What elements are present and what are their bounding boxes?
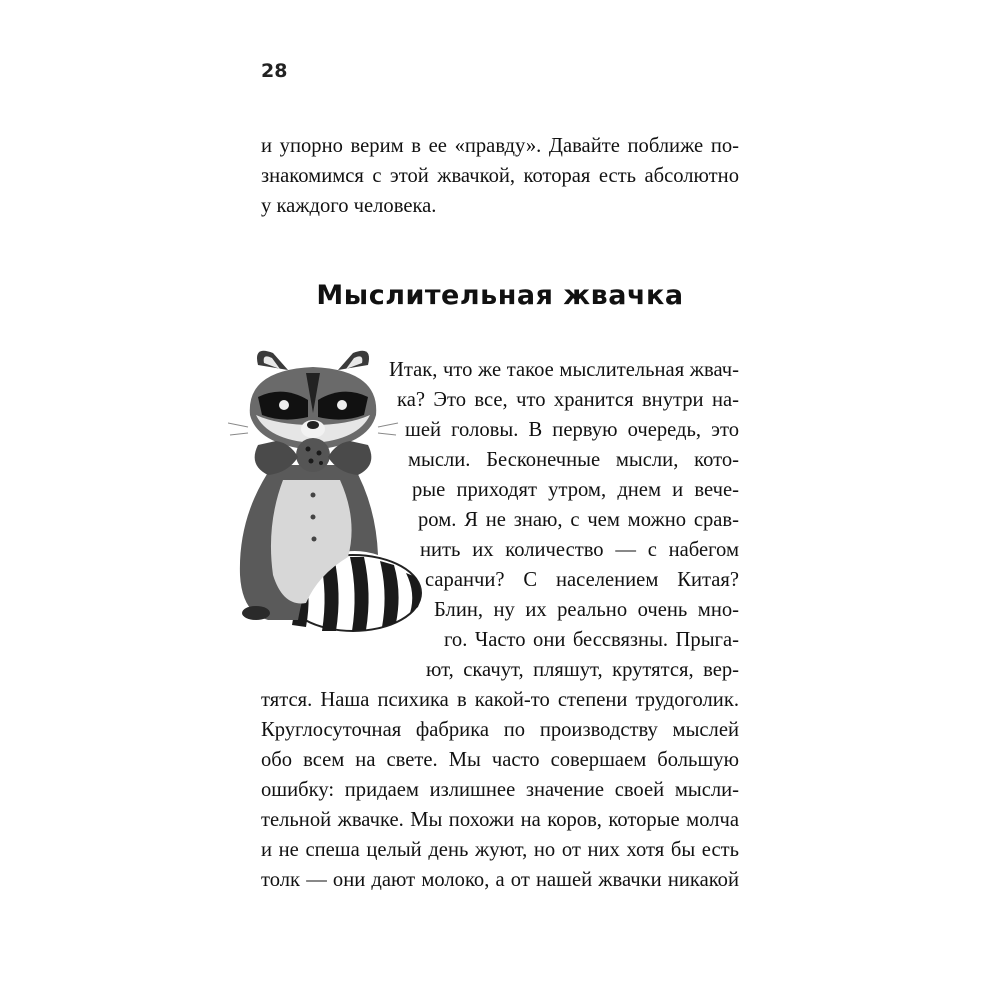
text-line: ют, скачут, пляшут, крутятся, вер- bbox=[426, 659, 739, 681]
text-line: Итак, что же такое мыслительная жвач- bbox=[389, 359, 739, 381]
text-line: и не спеша целый день жуют, но от них хотя бы есть bbox=[261, 839, 739, 861]
raccoon-head bbox=[228, 351, 398, 450]
cookie bbox=[296, 438, 330, 472]
section-heading: Мыслительная жвачка bbox=[316, 280, 684, 311]
text-line: обо всем на свете. Мы часто совершаем большую bbox=[261, 749, 739, 771]
text-line: ром. Я не знаю, с чем можно срав- bbox=[418, 509, 739, 531]
text-line: мысли. Бесконечные мысли, кото- bbox=[408, 449, 739, 471]
text-line: у каждого человека. bbox=[261, 195, 437, 217]
text-line: Круглосуточная фабрика по производству мыслей bbox=[261, 719, 739, 741]
text-line: шей головы. В первую очередь, это bbox=[405, 419, 739, 441]
text-line: и упорно верим в ее «правду». Давайте поближе по- bbox=[261, 135, 739, 157]
text-line: ошибку: придаем излишнее значение своей мысли- bbox=[261, 779, 739, 801]
text-line: Блин, ну их реально очень мно- bbox=[434, 599, 739, 621]
page-number: 28 bbox=[261, 60, 288, 82]
text-line: толк — они дают молоко, а от нашей жвачки никакой bbox=[261, 869, 739, 891]
text-line: саранчи? С населением Китая? bbox=[425, 569, 739, 591]
text-line: нить их количество — с набегом bbox=[420, 539, 739, 561]
text-line: знакомимся с этой жвачкой, которая есть абсолютно bbox=[261, 165, 739, 187]
text-line: го. Часто они бессвязны. Прыга- bbox=[444, 629, 739, 651]
text-line: тятся. Наша психика в какой-то степени трудоголик. bbox=[261, 689, 739, 711]
text-line: рые приходят утром, днем и вече- bbox=[412, 479, 739, 501]
text-line: тельной жвачке. Мы похожи на коров, которые молча bbox=[261, 809, 739, 831]
text-line: ка? Это все, что хранится внутри на- bbox=[397, 389, 739, 411]
